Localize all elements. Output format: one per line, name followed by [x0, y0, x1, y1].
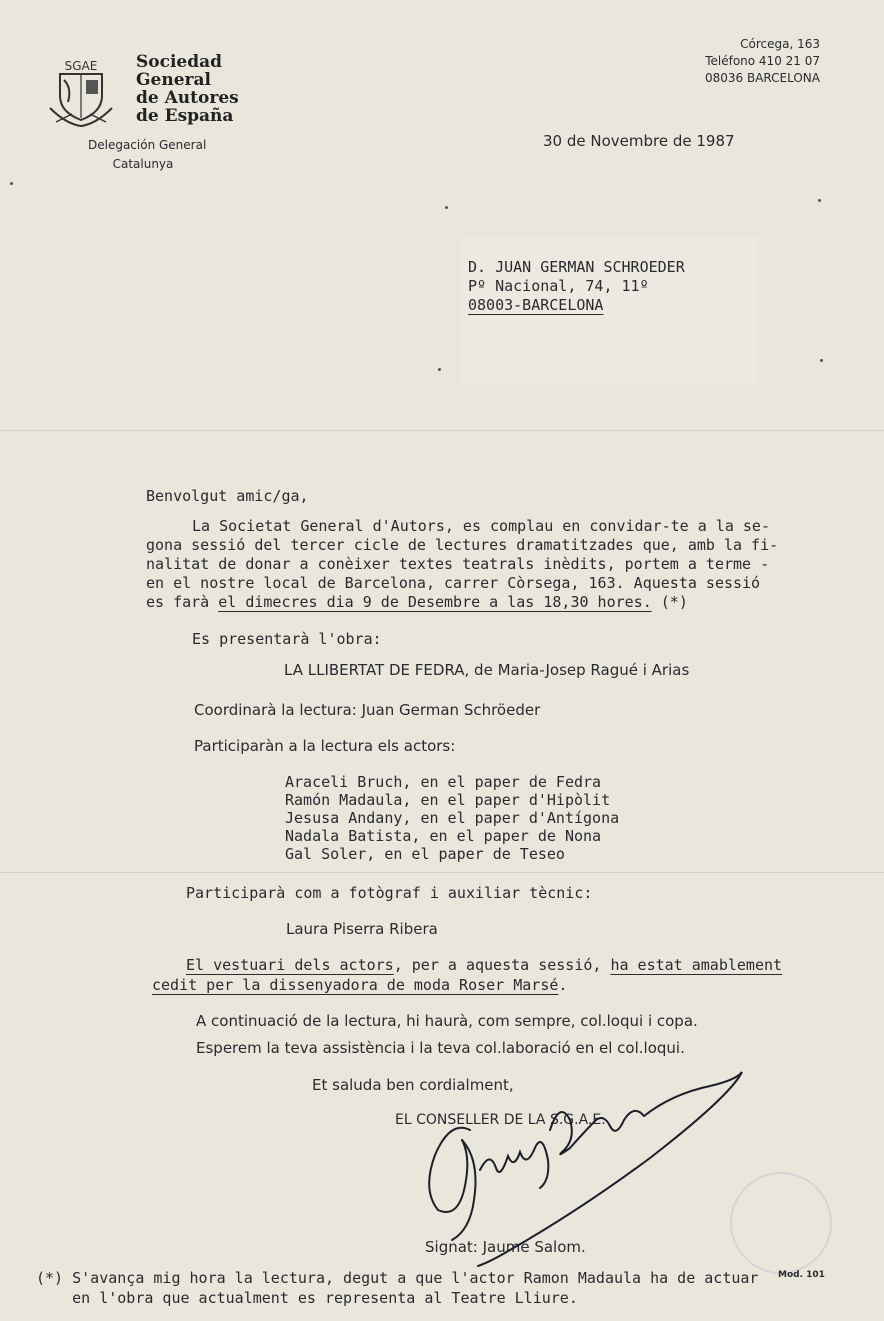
list-item: Ramón Madaula, en el paper d'Hipòlit [285, 791, 611, 809]
work-title: LA LLIBERTAT DE FEDRA, de Maria-Josep Ragué i Arias [284, 661, 690, 679]
signer-title: EL CONSELLER DE LA S.G.A.E. [395, 1112, 606, 1128]
footnote: (*) S'avança mig hora la lectura, degut a que l'actor Ramon Madaula ha de actuar en l'obra que actualment es representa al Teatre Lliure. [36, 1269, 759, 1307]
photographer-label: Participarà com a fotògraf i auxiliar tècnic: [186, 884, 593, 902]
organization-name: Sociedad General de Autores de España [136, 52, 239, 126]
list-item: Gal Soler, en el paper de Teseo [285, 845, 565, 863]
paper-speck [438, 368, 441, 371]
form-code: Mod. 101 [778, 1270, 825, 1280]
actors-label: Participaràn a la lectura els actors: [194, 737, 456, 755]
hope-line: Esperem la teva assistència i la teva col.laboració en el col.loqui. [196, 1039, 685, 1057]
handwritten-signature [410, 1060, 750, 1270]
actors-list [285, 773, 619, 863]
paragraph-invitation: La Societat General d'Autors, es complau en convidar-te a la se- gona sessió del tercer cicle de lectures dramatitzades que, amb la fi- nalitat de donar a conèixer textes teatrals inèdits, portem a terme - en el nostre local de Barcelona, carrer Còrsega, 163. Aquesta sessió es farà el dimecres dia 9 de Desembre a las 18,30 hores. (*) [146, 517, 779, 611]
letter-date: 30 de Novembre de 1987 [543, 132, 735, 150]
list-item: Nadala Batista, en el paper de Nona [285, 827, 602, 845]
list-item: Jesusa Andany, en el paper d'Antígona [285, 809, 620, 827]
letterhead-address: Córcega, 163 Teléfono 410 21 07 08036 BARCELONA [704, 37, 820, 85]
paper-speck [820, 359, 823, 362]
coordinator-line: Coordinarà la lectura: Juan German Schröeder [194, 701, 541, 719]
list-item: Araceli Bruch, en el paper de Fedra [285, 773, 602, 791]
paragraph-costumes: El vestuari dels actors, per a aquesta sessió, ha estat amablement cedit per la dissenyadora de moda Roser Marsé. [152, 956, 783, 994]
delegation-label: Delegación General Catalunya [88, 138, 207, 171]
photographer-name: Laura Piserra Ribera [286, 920, 438, 938]
signed-line: Signat: Jaume Salom. [425, 1238, 586, 1256]
paper-speck [445, 206, 448, 209]
presents-label: Es presentarà l'obra: [192, 630, 382, 648]
stamp-circle [726, 1168, 836, 1278]
paper-speck [818, 199, 821, 202]
logo-text: SGAE [64, 59, 98, 73]
recipient-address: D. JUAN GERMAN SCHROEDER Pº Nacional, 74, 11º 08003-BARCELONA [468, 258, 685, 314]
sgae-logo-icon [46, 58, 116, 130]
greeting: Benvolgut amic/ga, [146, 487, 309, 505]
event-date-underlined: el dimecres dia 9 de Desembre a las 18,30 hores. [218, 593, 652, 611]
paper-speck [10, 182, 13, 185]
continuation-line: A continuació de la lectura, hi haurà, com sempre, col.loqui i copa. [196, 1012, 698, 1030]
salutation: Et saluda ben cordialment, [312, 1076, 514, 1094]
